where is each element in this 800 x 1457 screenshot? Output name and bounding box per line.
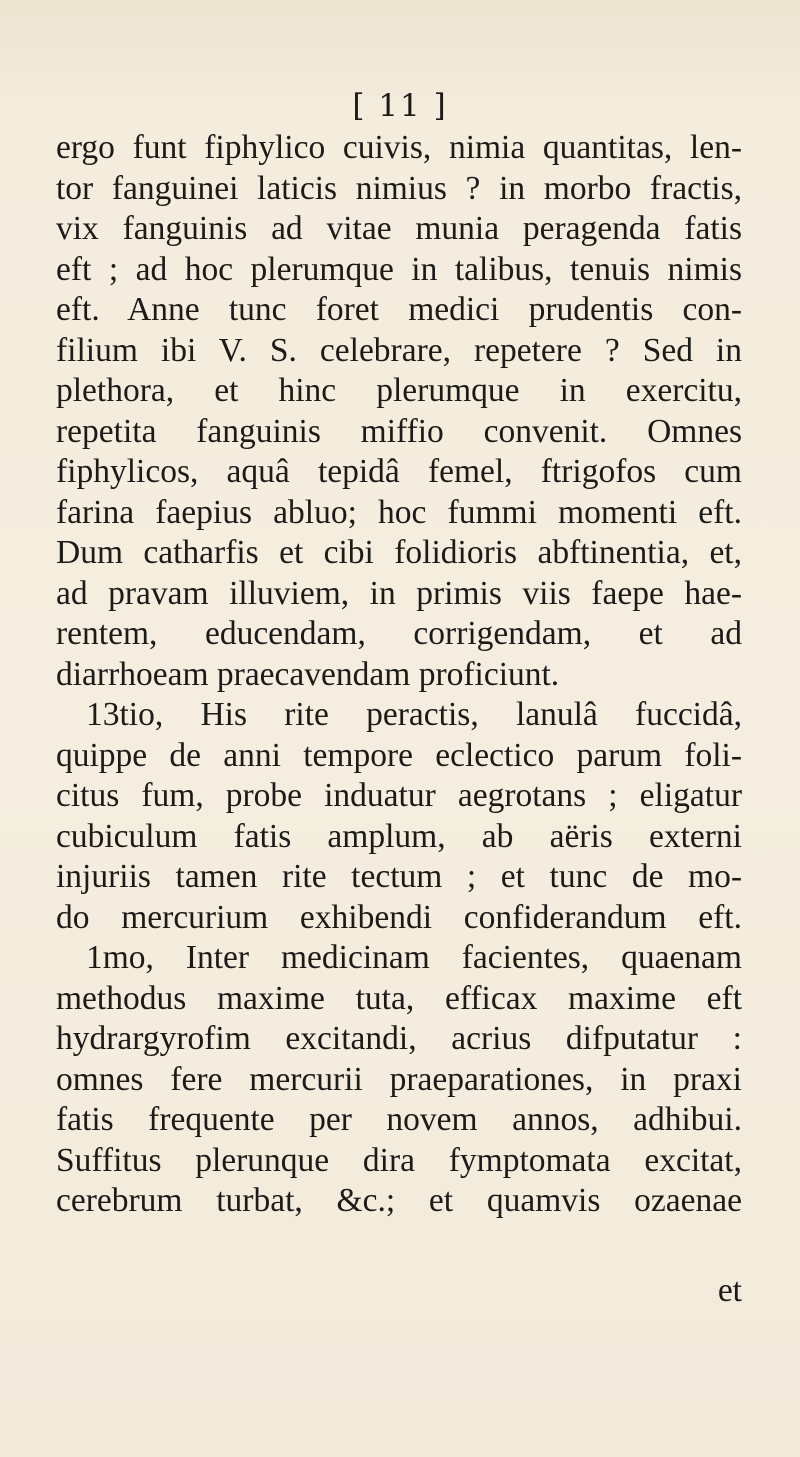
text-line: citus fum, probe induatur aegrotans ; eligatur: [56, 777, 742, 814]
text-line: omnes fere mercurii praeparationes, in praxi: [56, 1060, 742, 1098]
text-line: cerebrum turbat, &c.; et quamvis ozaenae: [56, 1182, 742, 1219]
text-line: filium ibi V. S. celebrare, repetere ? Sed in: [56, 331, 742, 369]
text-line: quippe de anni tempore eclectico parum foli-: [56, 736, 742, 774]
text-line: eft ; ad hoc plerumque in talibus, tenuis nimis: [56, 250, 742, 288]
text-line: cubiculum fatis amplum, ab aëris externi: [56, 817, 742, 855]
text-line: ergo funt fiphylico cuivis, nimia quantitas, len-: [56, 129, 742, 166]
text-line: injuriis tamen rite tectum ; et tunc de mo-: [56, 858, 742, 895]
page-number-header: [ 11 ]: [352, 88, 448, 124]
text-line: rentem, educendam, corrigendam, et ad: [56, 615, 742, 652]
text-line: methodus maxime tuta, efficax maxime eft: [56, 979, 742, 1017]
text-line: ad pravam illuviem, in primis viis faepe hae-: [56, 574, 742, 612]
text-line: eft. Anne tunc foret medici prudentis con-: [56, 291, 742, 328]
text-line: diarrhoeam praecavendam proficiunt.: [56, 655, 560, 693]
text-line: hydrargyrofim excitandi, acrius difputatur :: [56, 1020, 742, 1057]
text-line: 13tio, His rite peractis, lanulâ fuccidâ,: [86, 696, 742, 733]
text-line: farina faepius abluo; hoc fummi momenti eft.: [56, 493, 742, 531]
text-line: tor fanguinei laticis nimius ? in morbo fractis,: [56, 169, 742, 207]
body-text: [56, 128, 742, 1222]
text-line: 1mo, Inter medicinam facientes, quaenam: [86, 939, 742, 976]
text-line: do mercurium exhibendi confiderandum eft.: [56, 898, 742, 936]
text-line: plethora, et hinc plerumque in exercitu,: [56, 372, 742, 409]
catchword: et: [717, 1272, 742, 1309]
text-line: Dum catharfis et cibi folidioris abftinentia, et,: [56, 534, 742, 571]
text-line: Suffitus plerunque dira fymptomata excitat,: [56, 1141, 742, 1179]
text-line: vix fanguinis ad vitae munia peragenda fatis: [56, 210, 742, 247]
text-line: fatis frequente per novem annos, adhibui.: [56, 1101, 742, 1138]
text-line: fiphylicos, aquâ tepidâ femel, ftrigofos cum: [56, 453, 742, 490]
text-line: repetita fanguinis miffio convenit. Omnes: [56, 412, 742, 450]
